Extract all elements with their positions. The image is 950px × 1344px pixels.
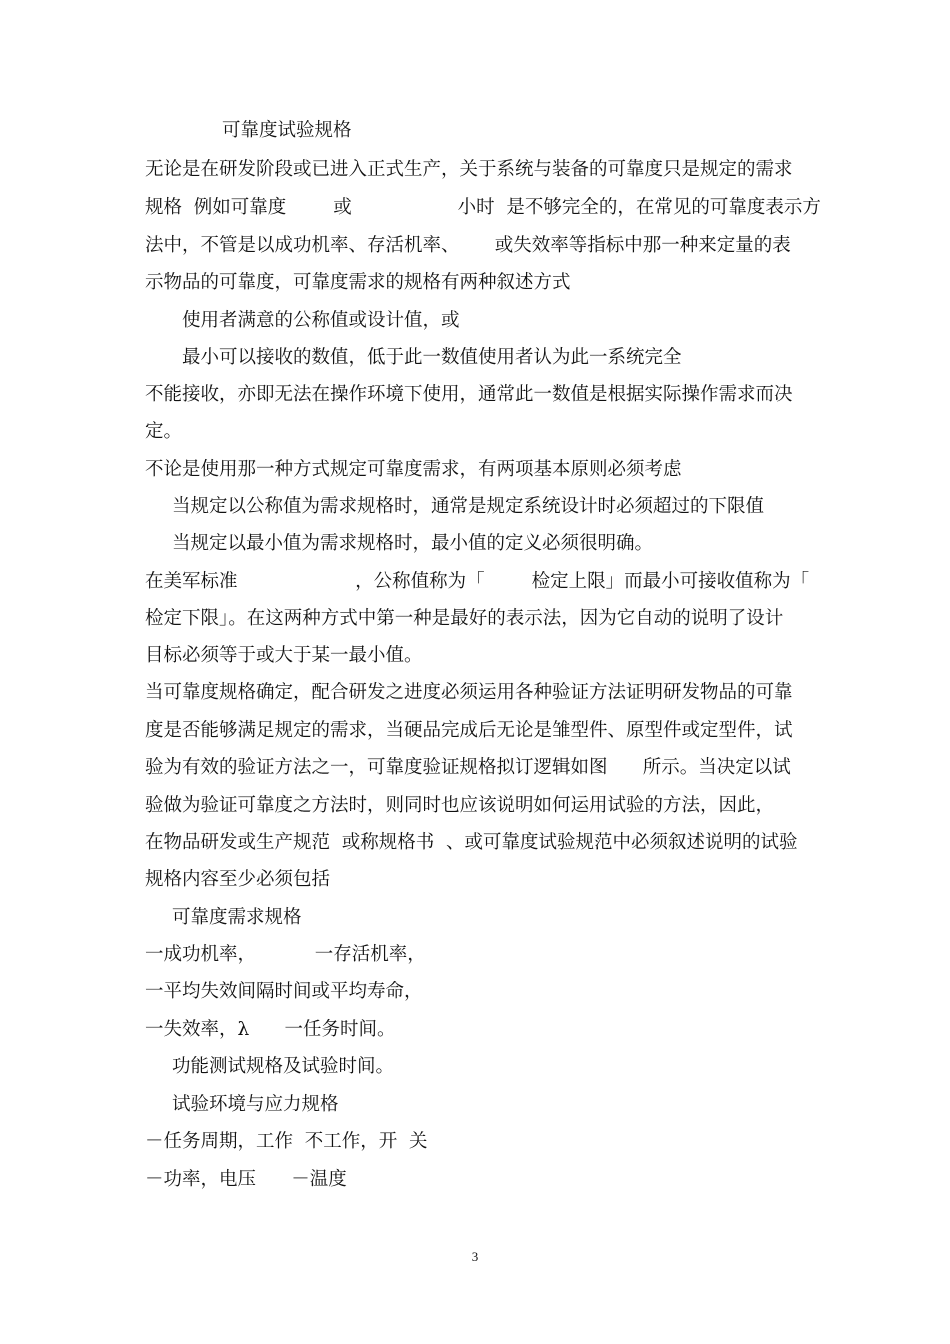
list-item: 一失效率，λ 一任务时间。 — [145, 1019, 396, 1040]
text-line: 无论是在研发阶段或已进入正式生产，关于系统与装备的可靠度只是规定的需求 — [145, 159, 793, 180]
text-line: 目标必须等于或大于某一最小值。 — [145, 645, 423, 666]
list-item: 一成功机率， 一存活机率， — [145, 944, 426, 965]
text-line: 规格 例如可靠度 或 小时 是不够完全的，在常见的可靠度表示方 — [145, 197, 821, 218]
text-line: 不能接收，亦即无法在操作环境下使用，通常此一数值是根据实际操作需求而决 — [145, 384, 793, 405]
text-line: 验做为验证可靠度之方法时，则同时也应该说明如何运用试验的方法，因此， — [145, 795, 775, 816]
text-line: 定。 — [145, 421, 183, 442]
section-title: 可靠度试验规格 — [222, 120, 352, 141]
list-item: 最小可以接收的数值，低于此一数值使用者认为此一系统完全 — [182, 347, 682, 368]
list-item: －任务周期，工作 不工作，开 关 — [145, 1131, 428, 1152]
text-line: 检定下限」。在这两种方式中第一种是最好的表示法，因为它自动的说明了设计 — [145, 608, 784, 629]
list-heading: 试验环境与应力规格 — [172, 1094, 339, 1115]
list-heading: 可靠度需求规格 — [172, 907, 302, 928]
list-item: 当规定以最小值为需求规格时，最小值的定义必须很明确。 — [172, 533, 654, 554]
list-item: 使用者满意的公称值或设计值，或 — [182, 310, 460, 331]
text-line: 法中，不管是以成功机率、存活机率、 或失效率等指标中那一种来定量的表 — [145, 235, 791, 256]
text-line: 验为有效的验证方法之一，可靠度验证规格拟订逻辑如图 所示。当决定以试 — [145, 757, 791, 778]
text-line: 示物品的可靠度，可靠度需求的规格有两种叙述方式 — [145, 272, 571, 293]
list-item: －功率，电压 －温度 — [145, 1169, 347, 1190]
list-item: 当规定以公称值为需求规格时，通常是规定系统设计时必须超过的下限值 — [172, 496, 765, 517]
list-item: 一平均失效间隔时间或平均寿命， — [145, 981, 423, 1002]
page-number: 3 — [471, 1249, 479, 1264]
text-line: 规格内容至少必须包括 — [145, 869, 331, 890]
text-line: 不论是使用那一种方式规定可靠度需求，有两项基本原则必须考虑 — [145, 459, 682, 480]
list-heading: 功能测试规格及试验时间。 — [172, 1056, 395, 1077]
text-line: 在美军标准 ，公称值称为「 检定上限」而最小可接收值称为「 — [145, 571, 810, 592]
text-line: 度是否能够满足规定的需求，当硬品完成后无论是雏型件、原型件或定型件，试 — [145, 720, 793, 741]
text-line: 在物品研发或生产规范 或称规格书 、或可靠度试验规范中必须叙述说明的试验 — [145, 832, 798, 853]
text-line: 当可靠度规格确定，配合研发之进度必须运用各种验证方法证明研发物品的可靠 — [145, 682, 793, 703]
